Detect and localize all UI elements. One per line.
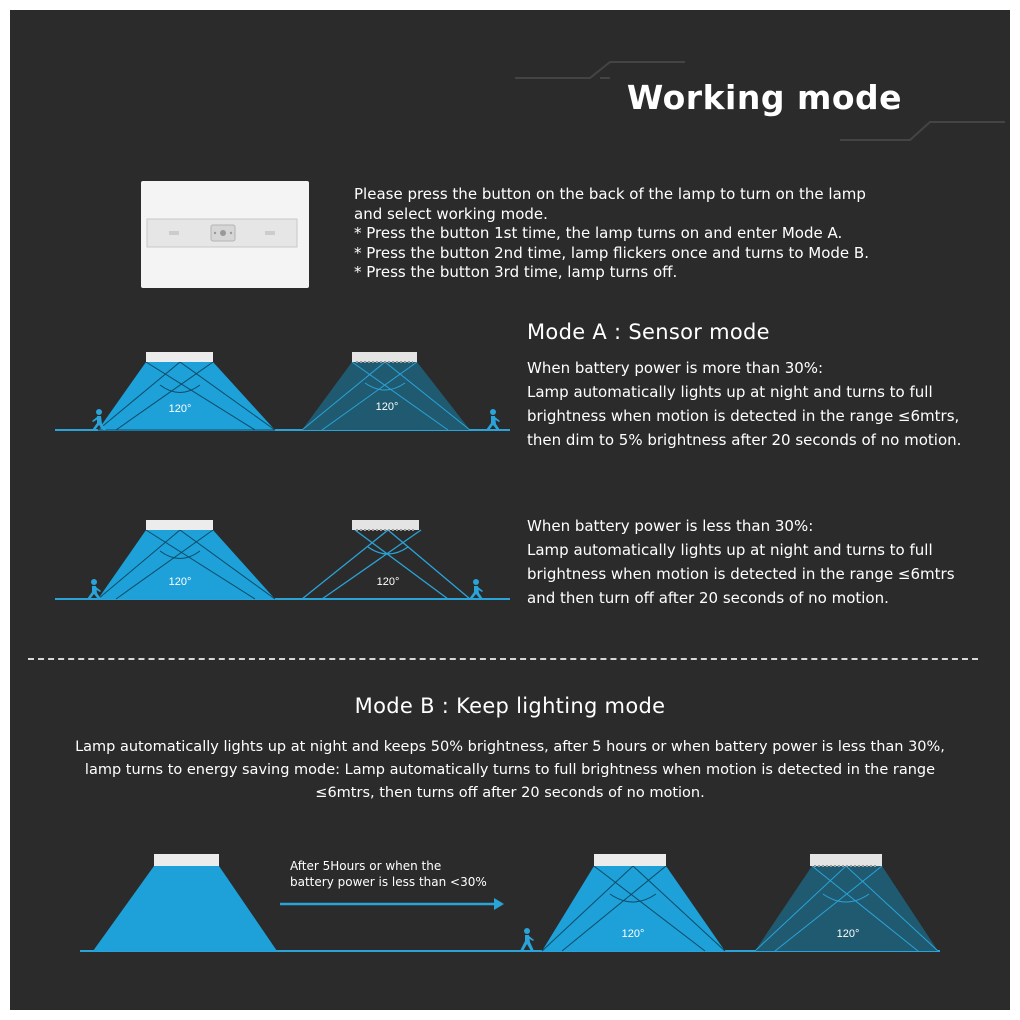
instruction-line: and select working mode. [354,204,548,223]
lamp-back-image [141,181,309,288]
instruction-line: * Press the button 2nd time, lamp flickers once and turns to Mode B. [354,243,869,262]
section-divider [28,658,978,660]
paragraph-line: Lamp automatically lights up at night and turns to full [527,383,933,401]
mode-a-high-text [527,356,961,452]
angle-label: 120° [836,928,860,940]
paragraph-line: then dim to 5% brightness after 20 seconds of no motion. [527,431,962,449]
instruction-line: * Press the button 3rd time, lamp turns off. [354,263,678,281]
mode-b-text [10,736,1010,805]
running-person-icon [486,409,500,430]
angle-label: 120° [168,403,192,415]
mode-a-diagram-high [50,335,520,447]
angle-label: 120° [621,928,645,940]
arrow-right-icon [280,898,504,910]
mode-a-diagram-low [50,503,520,615]
running-person-icon [87,579,101,599]
mode-b-heading: Mode B : Keep lighting mode [354,694,666,718]
running-person-icon [520,928,534,951]
lamp-photo [141,181,309,288]
running-person-icon [469,579,483,599]
paragraph-line: Lamp automatically lights up at night and keeps 50% brightness, after 5 hours or when battery power is less than 30%, [75,739,945,755]
paragraph-line: When battery power is more than 30%: [527,359,824,377]
paragraph-line: lamp turns to energy saving mode: Lamp automatically turns to full brightness when motion is detected in the range [84,762,936,778]
angle-label: 120° [375,401,399,413]
paragraph-line: and then turn off after 20 seconds of no motion. [527,589,889,607]
angle-label: 120° [168,576,192,588]
paragraph-line: brightness when motion is detected in the range ≤6mtrs [527,565,955,583]
angle-label: 120° [376,576,400,588]
paragraph-line: Lamp automatically lights up at night and turns to full [527,541,933,559]
lamp-half-brightness-icon [93,854,277,951]
arrow-caption-line: battery power is less than <30% [290,875,487,889]
working-mode-panel [10,10,1010,1010]
mode-a-heading: Mode A : Sensor mode [527,320,770,344]
arrow-caption [290,858,487,890]
lamp-dim-icon [302,352,470,430]
arrow-caption-line: After 5Hours or when the [290,859,442,873]
mode-b-diagram [70,842,950,972]
running-person-icon [92,409,106,430]
paragraph-line: ≤6mtrs, then turns off after 20 seconds of no motion. [315,785,705,801]
instruction-line: * Press the button 1st time, the lamp turns on and enter Mode A. [354,224,843,242]
paragraph-line: When battery power is less than 30%: [527,517,814,535]
lamp-bright-icon [98,352,275,430]
page-title: Working mode [626,78,902,117]
instructions-text [354,185,869,283]
mode-a-low-text [527,514,955,610]
instruction-line: Please press the button on the back of the lamp to turn on the lamp [354,185,866,203]
paragraph-line: brightness when motion is detected in the range ≤6mtrs, [527,407,960,425]
